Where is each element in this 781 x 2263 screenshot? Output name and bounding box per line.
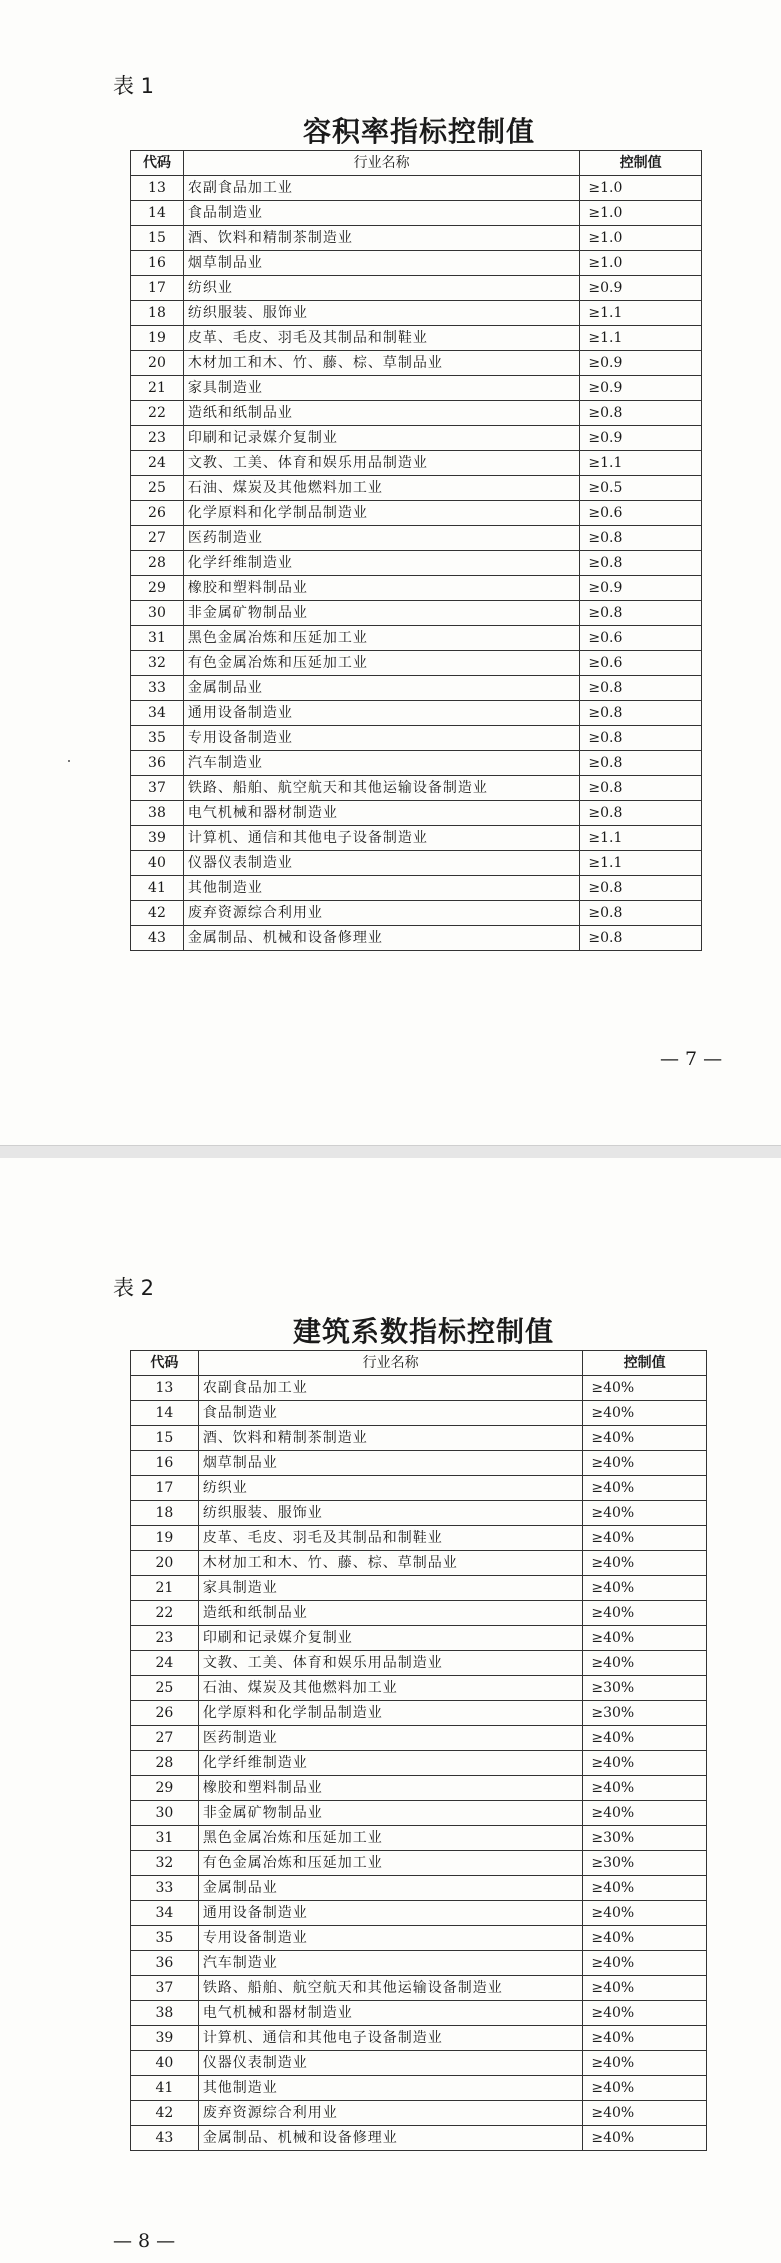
cell-code: 13 — [131, 1376, 199, 1401]
cell-code: 39 — [131, 2026, 199, 2051]
cell-industry-name: 其他制造业 — [183, 876, 579, 901]
table-row — [131, 701, 702, 726]
cell-control-value: ≥0.8 — [580, 401, 702, 426]
table-row — [131, 1776, 707, 1801]
table-body — [131, 176, 702, 951]
document-page-8 — [0, 1158, 781, 2263]
table-row — [131, 1651, 707, 1676]
cell-industry-name: 铁路、船舶、航空航天和其他运输设备制造业 — [198, 1976, 583, 2001]
cell-control-value: ≥0.5 — [580, 476, 702, 501]
cell-industry-name: 非金属矿物制品业 — [183, 601, 579, 626]
cell-code: 38 — [131, 801, 184, 826]
cell-code: 15 — [131, 1426, 199, 1451]
cell-code: 14 — [131, 1401, 199, 1426]
cell-control-value: ≥40% — [583, 2126, 707, 2151]
cell-industry-name: 皮革、毛皮、羽毛及其制品和制鞋业 — [198, 1526, 583, 1551]
cell-control-value: ≥40% — [583, 1751, 707, 1776]
column-header-value: 控制值 — [583, 1351, 707, 1376]
table-label: 表 2 — [113, 1276, 155, 1300]
table-row — [131, 176, 702, 201]
cell-industry-name: 食品制造业 — [198, 1401, 583, 1426]
cell-industry-name: 非金属矿物制品业 — [198, 1801, 583, 1826]
table-body — [131, 1376, 707, 2151]
cell-control-value: ≥40% — [583, 1501, 707, 1526]
cell-control-value: ≥40% — [583, 1651, 707, 1676]
table-row — [131, 426, 702, 451]
cell-code: 18 — [131, 1501, 199, 1526]
cell-control-value: ≥1.0 — [580, 176, 702, 201]
cell-code: 41 — [131, 876, 184, 901]
cell-control-value: ≥40% — [583, 1626, 707, 1651]
cell-control-value: ≥0.6 — [580, 626, 702, 651]
cell-code: 34 — [131, 701, 184, 726]
cell-control-value: ≥40% — [583, 1401, 707, 1426]
cell-code: 30 — [131, 1801, 199, 1826]
cell-control-value: ≥0.9 — [580, 351, 702, 376]
table-row — [131, 526, 702, 551]
table-row — [131, 1576, 707, 1601]
cell-control-value: ≥30% — [583, 1826, 707, 1851]
cell-code: 19 — [131, 1526, 199, 1551]
cell-control-value: ≥0.9 — [580, 426, 702, 451]
cell-code: 27 — [131, 526, 184, 551]
cell-control-value: ≥30% — [583, 1676, 707, 1701]
table-row — [131, 1826, 707, 1851]
cell-control-value: ≥0.6 — [580, 501, 702, 526]
cell-code: 16 — [131, 251, 184, 276]
page-title: 容积率指标控制值 — [303, 115, 536, 148]
cell-control-value: ≥40% — [583, 1601, 707, 1626]
cell-control-value: ≥40% — [583, 1451, 707, 1476]
table-row — [131, 876, 702, 901]
table-row — [131, 1876, 707, 1901]
table-row — [131, 576, 702, 601]
table-row — [131, 1376, 707, 1401]
cell-industry-name: 酒、饮料和精制茶制造业 — [183, 226, 579, 251]
cell-code: 31 — [131, 1826, 199, 1851]
cell-code: 40 — [131, 2051, 199, 2076]
cell-industry-name: 橡胶和塑料制品业 — [198, 1776, 583, 1801]
cell-control-value: ≥0.8 — [580, 751, 702, 776]
cell-control-value: ≥40% — [583, 1926, 707, 1951]
cell-code: 28 — [131, 551, 184, 576]
cell-industry-name: 化学纤维制造业 — [183, 551, 579, 576]
cell-industry-name: 铁路、船舶、航空航天和其他运输设备制造业 — [183, 776, 579, 801]
cell-industry-name: 汽车制造业 — [198, 1951, 583, 1976]
cell-code: 25 — [131, 476, 184, 501]
cell-control-value: ≥40% — [583, 1976, 707, 2001]
cell-control-value: ≥0.8 — [580, 601, 702, 626]
cell-industry-name: 文教、工美、体育和娱乐用品制造业 — [183, 451, 579, 476]
cell-industry-name: 其他制造业 — [198, 2076, 583, 2101]
table-row — [131, 1526, 707, 1551]
table-row — [131, 1801, 707, 1826]
table-row — [131, 626, 702, 651]
table-row — [131, 901, 702, 926]
cell-industry-name: 电气机械和器材制造业 — [198, 2001, 583, 2026]
building-coverage-table — [130, 1350, 707, 2151]
cell-industry-name: 化学原料和化学制品制造业 — [183, 501, 579, 526]
cell-industry-name: 电气机械和器材制造业 — [183, 801, 579, 826]
cell-control-value: ≥1.1 — [580, 451, 702, 476]
table-row — [131, 226, 702, 251]
column-header-code: 代码 — [131, 1351, 199, 1376]
cell-control-value: ≥0.8 — [580, 726, 702, 751]
page-number: — 8 — — [113, 2230, 176, 2252]
cell-code: 41 — [131, 2076, 199, 2101]
cell-code: 33 — [131, 676, 184, 701]
cell-code: 20 — [131, 1551, 199, 1576]
cell-control-value: ≥40% — [583, 2026, 707, 2051]
cell-code: 32 — [131, 1851, 199, 1876]
cell-industry-name: 计算机、通信和其他电子设备制造业 — [183, 826, 579, 851]
cell-industry-name: 医药制造业 — [183, 526, 579, 551]
table-row — [131, 1476, 707, 1501]
cell-code: 40 — [131, 851, 184, 876]
table-row — [131, 1601, 707, 1626]
table-row — [131, 1701, 707, 1726]
cell-industry-name: 废弃资源综合利用业 — [198, 2101, 583, 2126]
cell-industry-name: 印刷和记录媒介复制业 — [183, 426, 579, 451]
cell-code: 30 — [131, 601, 184, 626]
cell-industry-name: 木材加工和木、竹、藤、棕、草制品业 — [183, 351, 579, 376]
cell-control-value: ≥40% — [583, 1876, 707, 1901]
cell-control-value: ≥40% — [583, 1901, 707, 1926]
cell-control-value: ≥40% — [583, 1476, 707, 1501]
cell-code: 21 — [131, 376, 184, 401]
table-row — [131, 1676, 707, 1701]
cell-industry-name: 医药制造业 — [198, 1726, 583, 1751]
cell-industry-name: 造纸和纸制品业 — [198, 1601, 583, 1626]
cell-control-value: ≥1.1 — [580, 826, 702, 851]
cell-control-value: ≥40% — [583, 1951, 707, 1976]
table-row — [131, 251, 702, 276]
cell-control-value: ≥0.8 — [580, 701, 702, 726]
table-row — [131, 2126, 707, 2151]
cell-code: 23 — [131, 1626, 199, 1651]
cell-control-value: ≥0.6 — [580, 651, 702, 676]
cell-control-value: ≥40% — [583, 1526, 707, 1551]
cell-code: 36 — [131, 751, 184, 776]
cell-industry-name: 黑色金属冶炼和压延加工业 — [183, 626, 579, 651]
cell-control-value: ≥0.9 — [580, 276, 702, 301]
cell-code: 39 — [131, 826, 184, 851]
cell-code: 28 — [131, 1751, 199, 1776]
cell-industry-name: 家具制造业 — [198, 1576, 583, 1601]
cell-code: 19 — [131, 326, 184, 351]
cell-control-value: ≥40% — [583, 1426, 707, 1451]
cell-code: 33 — [131, 1876, 199, 1901]
cell-code: 24 — [131, 1651, 199, 1676]
cell-industry-name: 仪器仪表制造业 — [198, 2051, 583, 2076]
table-row — [131, 1976, 707, 2001]
cell-control-value: ≥40% — [583, 1376, 707, 1401]
cell-code: 20 — [131, 351, 184, 376]
cell-code: 18 — [131, 301, 184, 326]
table-row — [131, 1501, 707, 1526]
cell-industry-name: 农副食品加工业 — [183, 176, 579, 201]
cell-control-value: ≥0.8 — [580, 801, 702, 826]
cell-code: 13 — [131, 176, 184, 201]
cell-control-value: ≥40% — [583, 2101, 707, 2126]
cell-code: 25 — [131, 1676, 199, 1701]
scan-speck — [68, 760, 70, 762]
cell-industry-name: 金属制品、机械和设备修理业 — [183, 926, 579, 951]
column-header-value: 控制值 — [580, 151, 702, 176]
cell-code: 15 — [131, 226, 184, 251]
cell-industry-name: 金属制品业 — [198, 1876, 583, 1901]
table-row — [131, 676, 702, 701]
table-header-row — [131, 151, 702, 176]
column-header-code: 代码 — [131, 151, 184, 176]
cell-industry-name: 专用设备制造业 — [183, 726, 579, 751]
table-row — [131, 826, 702, 851]
cell-industry-name: 有色金属冶炼和压延加工业 — [198, 1851, 583, 1876]
table-row — [131, 2076, 707, 2101]
cell-industry-name: 食品制造业 — [183, 201, 579, 226]
cell-control-value: ≥1.1 — [580, 301, 702, 326]
cell-code: 43 — [131, 926, 184, 951]
column-header-name: 行业名称 — [198, 1351, 583, 1376]
cell-industry-name: 木材加工和木、竹、藤、棕、草制品业 — [198, 1551, 583, 1576]
cell-control-value: ≥1.0 — [580, 251, 702, 276]
cell-industry-name: 汽车制造业 — [183, 751, 579, 776]
cell-industry-name: 造纸和纸制品业 — [183, 401, 579, 426]
cell-code: 42 — [131, 901, 184, 926]
cell-control-value: ≥1.1 — [580, 851, 702, 876]
cell-control-value: ≥40% — [583, 1576, 707, 1601]
cell-control-value: ≥0.8 — [580, 551, 702, 576]
cell-industry-name: 印刷和记录媒介复制业 — [198, 1626, 583, 1651]
cell-control-value: ≥1.0 — [580, 201, 702, 226]
cell-industry-name: 皮革、毛皮、羽毛及其制品和制鞋业 — [183, 326, 579, 351]
table-row — [131, 201, 702, 226]
table-row — [131, 726, 702, 751]
cell-industry-name: 石油、煤炭及其他燃料加工业 — [183, 476, 579, 501]
cell-industry-name: 纺织业 — [198, 1476, 583, 1501]
cell-industry-name: 酒、饮料和精制茶制造业 — [198, 1426, 583, 1451]
table-row — [131, 1751, 707, 1776]
cell-code: 42 — [131, 2101, 199, 2126]
table-label: 表 1 — [113, 74, 155, 98]
table-row — [131, 1951, 707, 1976]
table-row — [131, 601, 702, 626]
cell-code: 22 — [131, 401, 184, 426]
cell-code: 35 — [131, 1926, 199, 1951]
cell-code: 36 — [131, 1951, 199, 1976]
cell-control-value: ≥40% — [583, 1551, 707, 1576]
table-row — [131, 301, 702, 326]
table-row — [131, 801, 702, 826]
table-row — [131, 376, 702, 401]
table-row — [131, 1851, 707, 1876]
cell-control-value: ≥40% — [583, 2001, 707, 2026]
cell-industry-name: 化学纤维制造业 — [198, 1751, 583, 1776]
table-row — [131, 326, 702, 351]
cell-code: 17 — [131, 276, 184, 301]
cell-control-value: ≥1.0 — [580, 226, 702, 251]
cell-industry-name: 金属制品业 — [183, 676, 579, 701]
cell-control-value: ≥0.8 — [580, 526, 702, 551]
table-row — [131, 476, 702, 501]
table-header-row — [131, 1351, 707, 1376]
cell-code: 26 — [131, 501, 184, 526]
cell-code: 31 — [131, 626, 184, 651]
cell-code: 17 — [131, 1476, 199, 1501]
cell-industry-name: 废弃资源综合利用业 — [183, 901, 579, 926]
cell-industry-name: 化学原料和化学制品制造业 — [198, 1701, 583, 1726]
cell-industry-name: 通用设备制造业 — [183, 701, 579, 726]
cell-control-value: ≥1.1 — [580, 326, 702, 351]
cell-control-value: ≥40% — [583, 2051, 707, 2076]
table-row — [131, 1901, 707, 1926]
cell-industry-name: 橡胶和塑料制品业 — [183, 576, 579, 601]
cell-code: 16 — [131, 1451, 199, 1476]
table-row — [131, 351, 702, 376]
cell-code: 22 — [131, 1601, 199, 1626]
cell-industry-name: 通用设备制造业 — [198, 1901, 583, 1926]
cell-industry-name: 纺织服装、服饰业 — [198, 1501, 583, 1526]
table-row — [131, 2001, 707, 2026]
cell-industry-name: 纺织服装、服饰业 — [183, 301, 579, 326]
column-header-name: 行业名称 — [183, 151, 579, 176]
cell-industry-name: 专用设备制造业 — [198, 1926, 583, 1951]
table-row — [131, 1926, 707, 1951]
table-row — [131, 2101, 707, 2126]
table-row — [131, 751, 702, 776]
cell-industry-name: 农副食品加工业 — [198, 1376, 583, 1401]
cell-code: 35 — [131, 726, 184, 751]
cell-control-value: ≥0.9 — [580, 376, 702, 401]
table-row — [131, 551, 702, 576]
floor-area-ratio-table — [130, 150, 702, 951]
cell-code: 26 — [131, 1701, 199, 1726]
table-row — [131, 401, 702, 426]
cell-control-value: ≥40% — [583, 1801, 707, 1826]
cell-code: 43 — [131, 2126, 199, 2151]
cell-industry-name: 纺织业 — [183, 276, 579, 301]
cell-code: 24 — [131, 451, 184, 476]
cell-industry-name: 烟草制品业 — [198, 1451, 583, 1476]
cell-control-value: ≥30% — [583, 1701, 707, 1726]
table-row — [131, 776, 702, 801]
cell-industry-name: 有色金属冶炼和压延加工业 — [183, 651, 579, 676]
cell-code: 27 — [131, 1726, 199, 1751]
cell-industry-name: 烟草制品业 — [183, 251, 579, 276]
cell-code: 14 — [131, 201, 184, 226]
cell-code: 23 — [131, 426, 184, 451]
cell-control-value: ≥0.9 — [580, 576, 702, 601]
cell-industry-name: 文教、工美、体育和娱乐用品制造业 — [198, 1651, 583, 1676]
table-row — [131, 926, 702, 951]
cell-industry-name: 仪器仪表制造业 — [183, 851, 579, 876]
table-row — [131, 501, 702, 526]
table-row — [131, 651, 702, 676]
cell-industry-name: 计算机、通信和其他电子设备制造业 — [198, 2026, 583, 2051]
cell-control-value: ≥40% — [583, 1776, 707, 1801]
table-row — [131, 851, 702, 876]
cell-code: 32 — [131, 651, 184, 676]
page-title: 建筑系数指标控制值 — [293, 1315, 555, 1348]
cell-control-value: ≥0.8 — [580, 876, 702, 901]
cell-code: 34 — [131, 1901, 199, 1926]
cell-industry-name: 家具制造业 — [183, 376, 579, 401]
table-row — [131, 451, 702, 476]
table-row — [131, 1626, 707, 1651]
cell-industry-name: 黑色金属冶炼和压延加工业 — [198, 1826, 583, 1851]
cell-control-value: ≥30% — [583, 1851, 707, 1876]
cell-control-value: ≥0.8 — [580, 676, 702, 701]
cell-control-value: ≥0.8 — [580, 776, 702, 801]
page-number: — 7 — — [660, 1048, 723, 1070]
table-row — [131, 276, 702, 301]
cell-code: 29 — [131, 576, 184, 601]
table-row — [131, 1726, 707, 1751]
cell-code: 29 — [131, 1776, 199, 1801]
cell-code: 37 — [131, 776, 184, 801]
cell-control-value: ≥0.8 — [580, 926, 702, 951]
table-row — [131, 1551, 707, 1576]
cell-code: 37 — [131, 1976, 199, 2001]
table-row — [131, 1451, 707, 1476]
table-row — [131, 1426, 707, 1451]
cell-control-value: ≥0.8 — [580, 901, 702, 926]
table-row — [131, 2051, 707, 2076]
cell-control-value: ≥40% — [583, 2076, 707, 2101]
cell-code: 21 — [131, 1576, 199, 1601]
table-row — [131, 1401, 707, 1426]
cell-industry-name: 金属制品、机械和设备修理业 — [198, 2126, 583, 2151]
cell-code: 38 — [131, 2001, 199, 2026]
table-row — [131, 2026, 707, 2051]
cell-control-value: ≥40% — [583, 1726, 707, 1751]
cell-industry-name: 石油、煤炭及其他燃料加工业 — [198, 1676, 583, 1701]
